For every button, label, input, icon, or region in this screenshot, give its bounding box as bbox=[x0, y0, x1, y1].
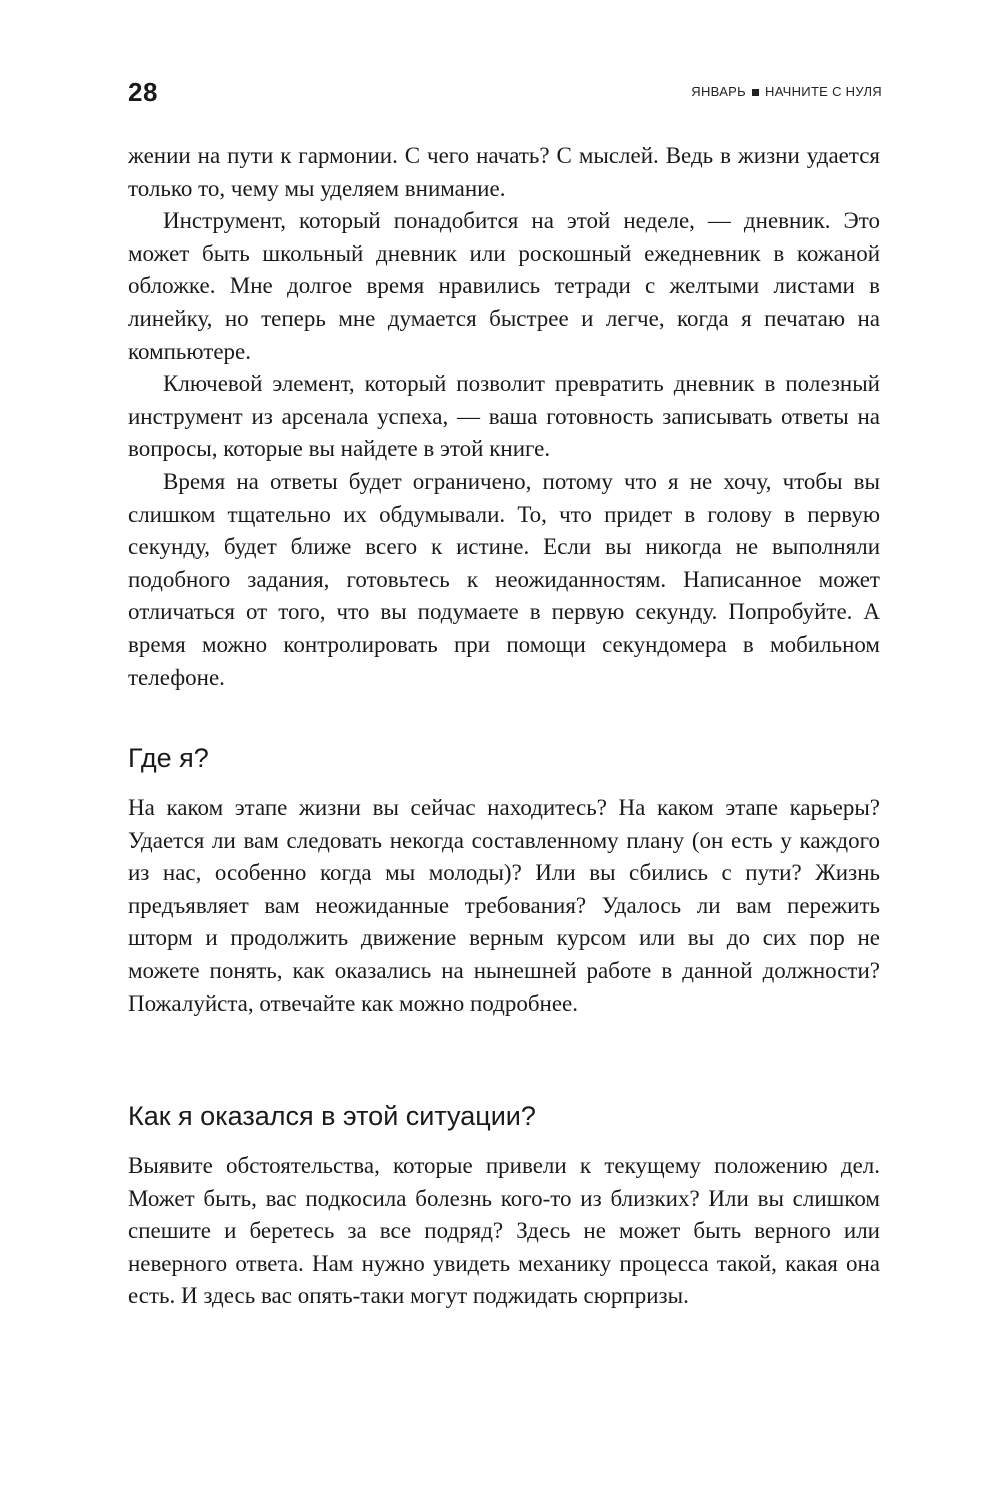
running-head bbox=[691, 82, 882, 102]
paragraph: Время на ответы будет ограничено, потому что я не хочу, чтобы вы слишком тщательно их обдумывали. То, что придет в голову в первую секунду, будет ближе всего к истине. Если вы никогда не выполняли подобного задания, готовьтесь к неожиданностям. Написанное может отличаться от того, что вы подумаете в первую секунду. Попробуйте. А время можно контролировать при помощи секундомера в мобильном телефоне. bbox=[128, 468, 880, 690]
paragraph: Инструмент, который понадобится на этой неделе, — дневник. Это может быть школьный дневник или роскошный ежедневник в кожаной обложке. Мне долгое время нравились тетради с желтыми листами в линейку, но теперь мне думается быстрее и легче, когда я печатаю на компьютере. bbox=[128, 208, 880, 364]
paragraph: Ключевой элемент, который позволит превратить дневник в полезный инструмент из арсенала успеха, — ваша готовность записывать ответы на вопросы, которые вы найдете в этой книге. bbox=[128, 371, 880, 462]
page-number: 28 bbox=[128, 77, 158, 107]
intro-text bbox=[128, 140, 880, 694]
paragraph: На каком этапе жизни вы сейчас находитесь? На каком этапе карьеры? Удается ли вам следовать некогда составленному плану (он есть у каждого из нас, особенно когда мы молоды)? Или вы сбились с пути? Жизнь предъявляет вам неожиданные требования? Удалось ли вам пережить шторм и продолжить движение верным курсом или вы до сих пор не можете понять, как оказались на нынешней работе в данной должности? Пожалуйста, отвечайте как можно подробнее. bbox=[128, 795, 880, 1016]
square-bullet-icon bbox=[752, 89, 759, 96]
running-head-title: НАЧНИТЕ С НУЛЯ bbox=[765, 84, 882, 99]
how-text bbox=[128, 1150, 880, 1313]
paragraph: Выявите обстоятельства, которые привели к текущему положению дел. Может быть, вас подкосила болезнь кого-то из близких? Или вы слишком спешите и беретесь за все подряд? Здесь не может быть верного или неверного ответа. Нам нужно увидеть механику процесса такой, какая она есть. И здесь вас опять-таки могут поджидать сюрпризы. bbox=[128, 1153, 880, 1309]
section-heading-how: Как я оказался в этой ситуации? bbox=[128, 1101, 536, 1131]
where-text bbox=[128, 792, 880, 1020]
paragraph: жении на пути к гармонии. С чего начать? С мыслей. Ведь в жизни удается только то, чему мы уделяем внимание. bbox=[128, 143, 880, 201]
running-head-chapter: ЯНВАРЬ bbox=[691, 84, 746, 99]
section-heading-where: Где я? bbox=[128, 743, 209, 773]
